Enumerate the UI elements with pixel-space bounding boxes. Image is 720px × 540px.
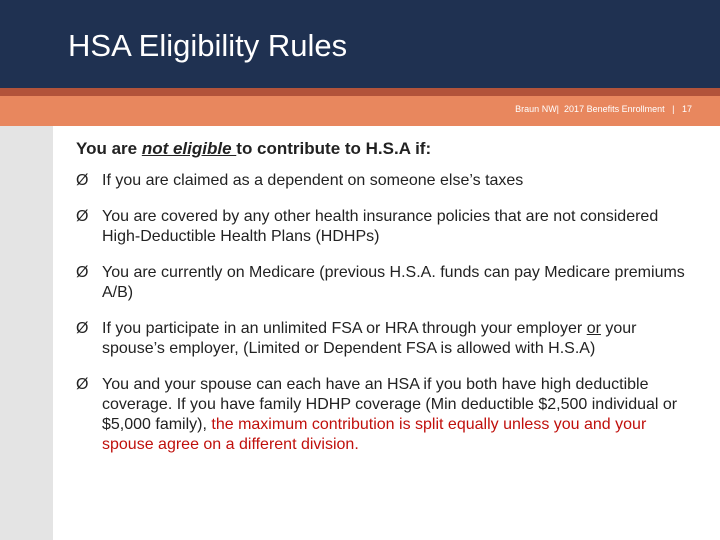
- intro-suffix: to contribute to H.S.A if:: [236, 139, 432, 158]
- slide-title: HSA Eligibility Rules: [68, 28, 348, 63]
- list-item: [76, 171, 696, 191]
- list-item: [76, 319, 696, 359]
- bullet-highlight-text: the maximum contribution is split equally unless you and your spouse agree on a different division.: [102, 416, 647, 453]
- arrow-bullet-icon: Ø: [76, 320, 89, 337]
- slide-footer: [515, 104, 692, 114]
- title-bar: [0, 0, 720, 88]
- bullet-text-before: If you participate in an unlimited FSA or HRA through your employer: [102, 320, 587, 337]
- intro-prefix: You are: [76, 139, 142, 158]
- left-gray-strip: [0, 126, 53, 540]
- arrow-bullet-icon: Ø: [76, 172, 89, 189]
- list-item: [76, 207, 696, 247]
- footer-event: 2017 Benefits Enrollment: [564, 104, 665, 114]
- bullet-text-after: your spouse’s employer, (Limited or Dependent FSA is allowed with H.S.A): [102, 320, 637, 357]
- slide-body: [76, 138, 696, 471]
- intro-line: [76, 138, 696, 159]
- intro-emphasis: not eligible: [141, 139, 237, 158]
- bullet-text: You are covered by any other health insurance policies that are not considered High-Deductible Health Plans (HDHPs): [102, 208, 659, 245]
- eligibility-list: [76, 171, 696, 455]
- accent-band-dark: [0, 88, 720, 96]
- bullet-text: If you are claimed as a dependent on someone else’s taxes: [102, 172, 524, 189]
- arrow-bullet-icon: Ø: [76, 208, 89, 225]
- footer-page-number: 17: [681, 104, 692, 114]
- list-item: [76, 375, 696, 455]
- bullet-text: You and your spouse can each have an HSA if you both have high deductible coverage. If you have family HDHP coverage (Min deductible $2,500 individual or $5,000 family),: [102, 376, 678, 433]
- bullet-text: You are currently on Medicare (previous H.S.A. funds can pay Medicare premiums A/B): [102, 264, 685, 301]
- bullet-underlined-word: or: [586, 320, 601, 337]
- arrow-bullet-icon: Ø: [76, 264, 89, 281]
- footer-org: Braun NW|: [515, 104, 560, 114]
- arrow-bullet-icon: Ø: [76, 376, 89, 393]
- list-item: [76, 263, 696, 303]
- footer-separator: |: [672, 104, 675, 114]
